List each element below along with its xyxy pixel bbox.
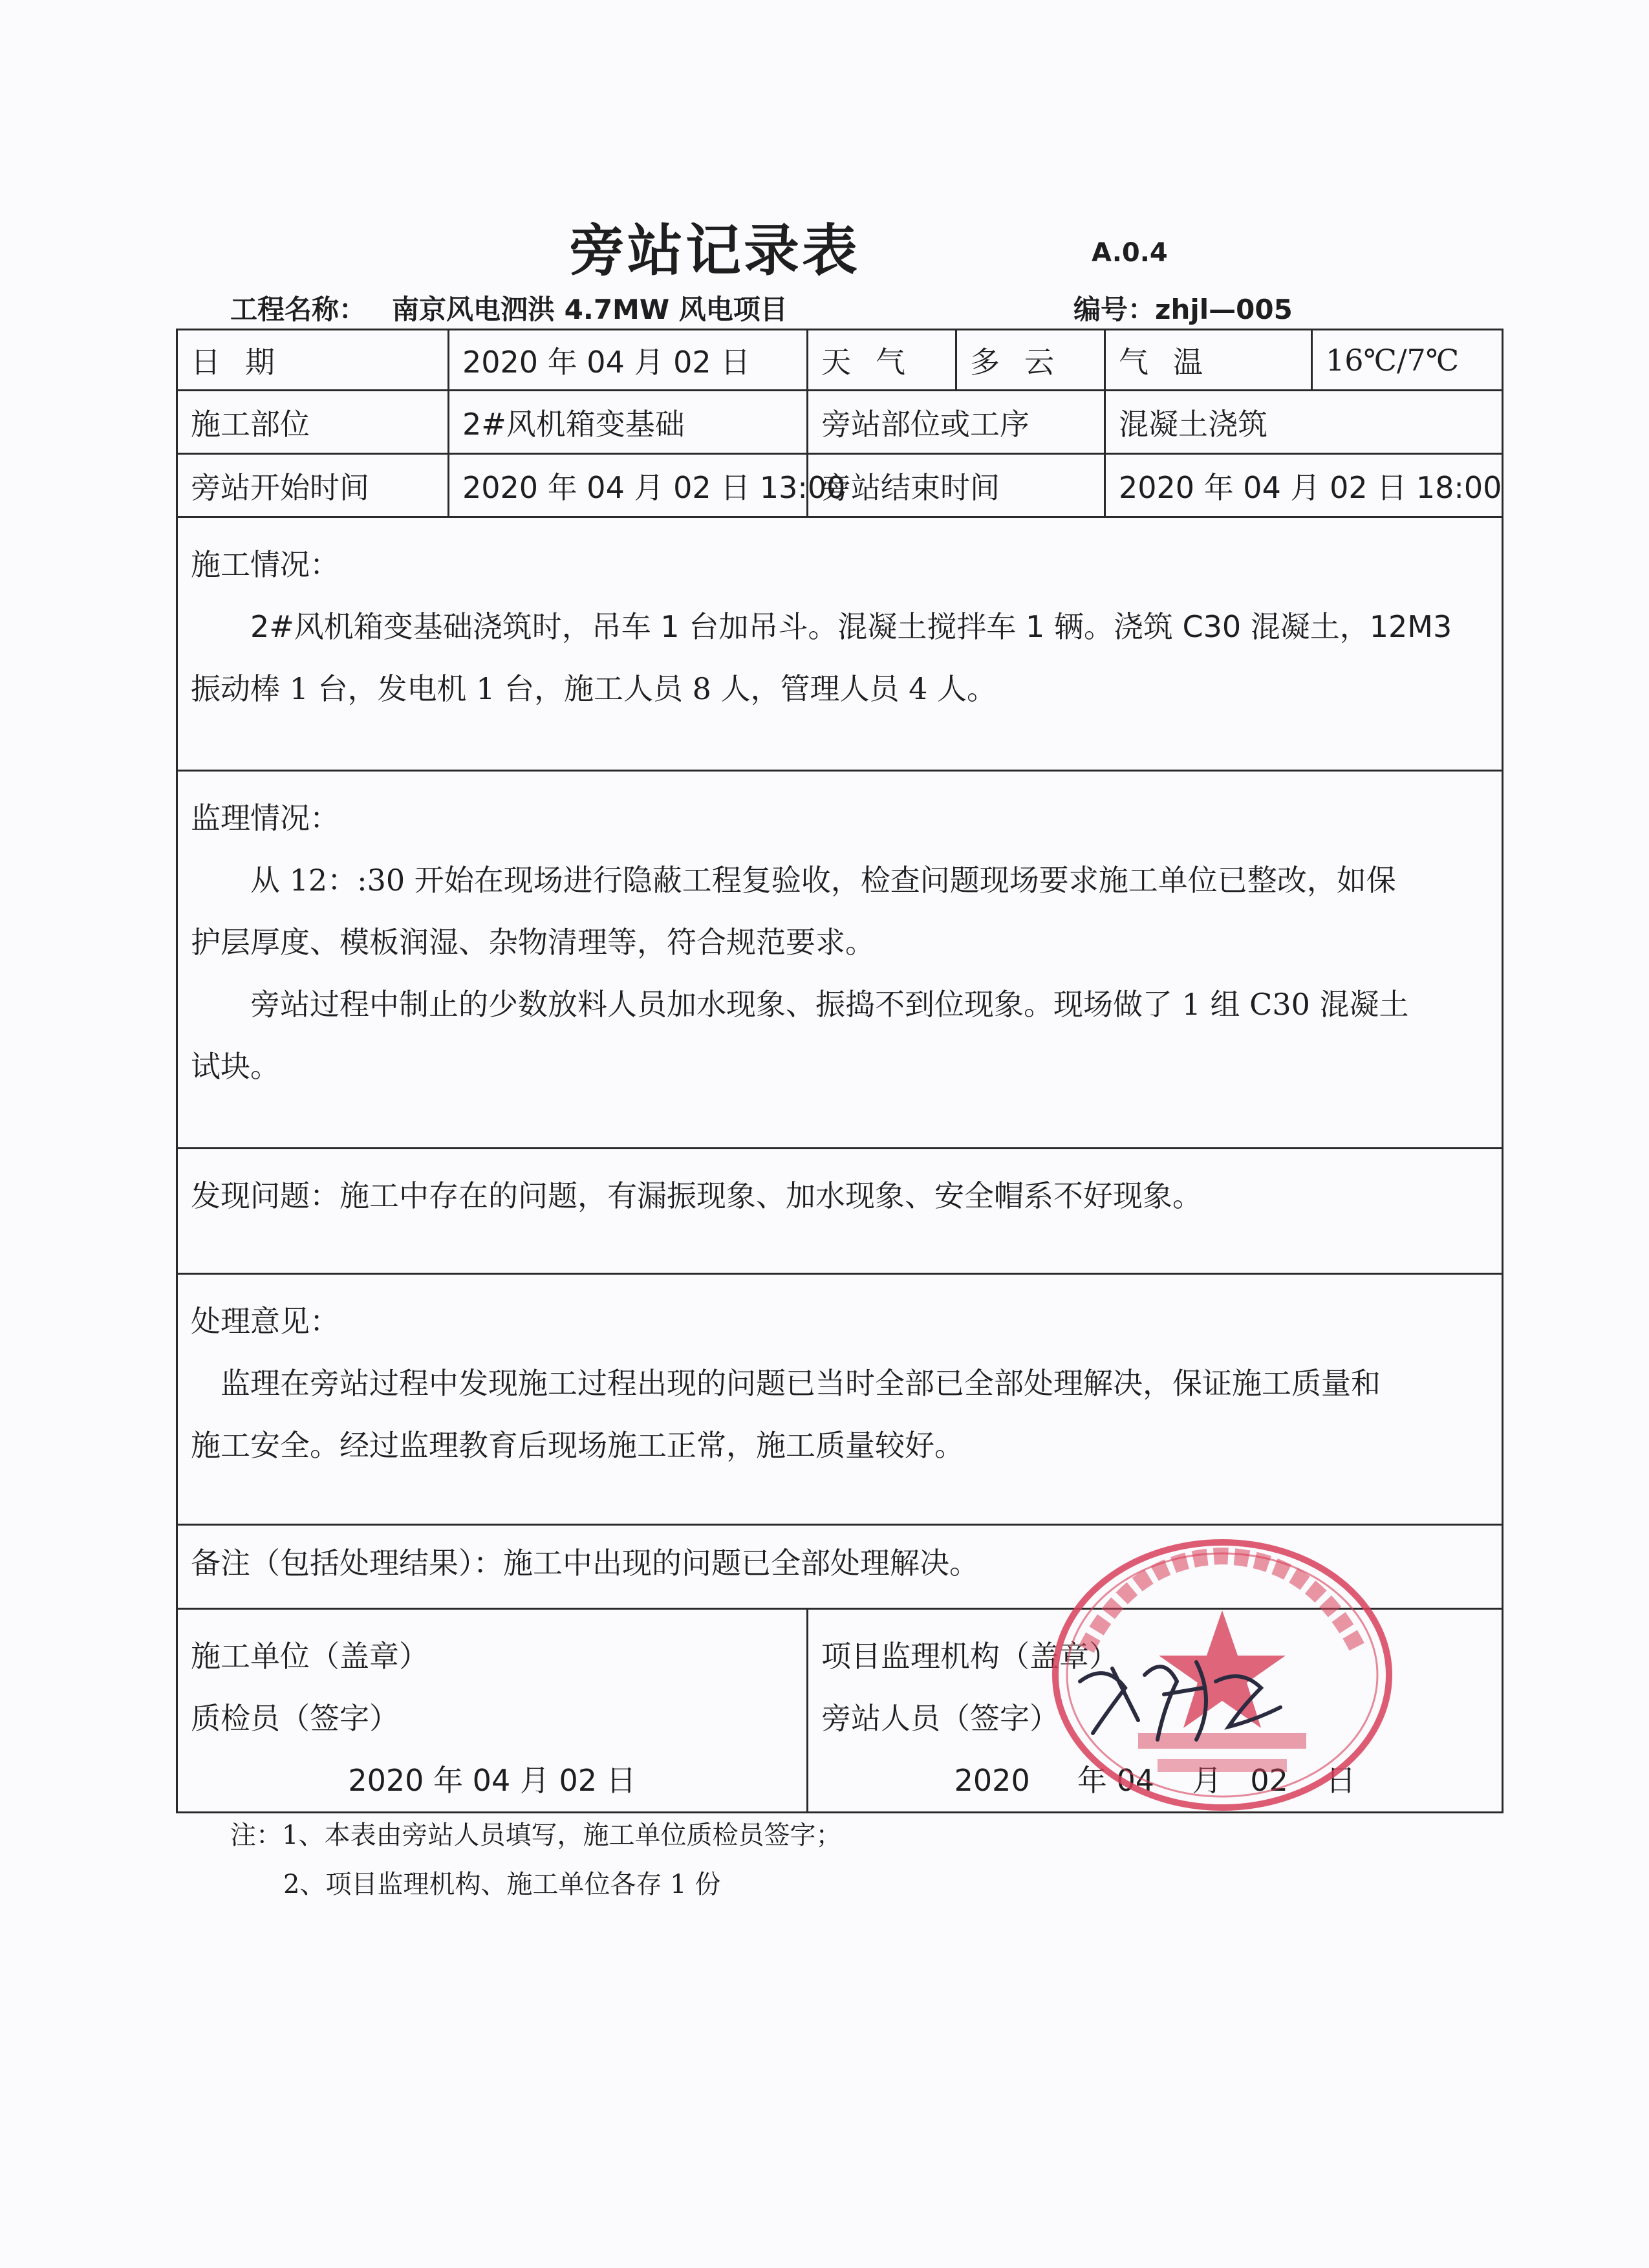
table-row [177,1274,1503,1525]
supervision-text-line: 从 12：:30 开始在现场进行隐蔽工程复验收，检查问题现场要求施工单位已整改，如保 [250,863,1396,898]
form-code: A.0.4 [1092,238,1168,268]
supervisor-date: 2020 年 04 月 02 日 [954,1763,1356,1798]
footer-notes [230,1811,841,1909]
site-value: 2#风机箱变基础 [449,391,808,454]
supervision-text-line: 试块。 [191,1049,280,1084]
inspector-label: 质检员（签字） [191,1701,399,1736]
start-time-label: 旁站开始时间 [177,454,449,517]
project-label: 工程名称： [230,294,367,325]
form-title: 旁站记录表 [569,218,860,283]
contractor-unit-label: 施工单位（盖章） [191,1639,429,1674]
number-line [1073,288,1293,327]
construction-text-line: 振动棒 1 台，发电机 1 台，施工人员 8 人，管理人员 4 人。 [191,671,997,706]
date-label: 日期 [177,330,449,391]
problems-section [177,1149,1503,1274]
start-time-value: 2020 年 04 月 02 日 13:00 [449,454,808,517]
table-row [177,1149,1503,1274]
construction-label: 施工情况： [191,547,339,582]
handling-text-line: 施工安全。经过监理教育后现场施工正常，施工质量较好。 [191,1428,964,1463]
number-value: zhjl—005 [1155,294,1293,325]
note-line: 2、项目监理机构、施工单位各存 1 份 [283,1870,721,1899]
table-row [177,517,1503,771]
construction-section [177,517,1503,771]
table-row [177,771,1503,1149]
problems-text: 施工中存在的问题，有漏振现象、加水现象、安全帽系不好现象。 [339,1178,1202,1213]
process-label: 旁站部位或工序 [808,391,1105,454]
handling-text-line: 监理在旁站过程中发现施工过程出现的问题已当时全部已全部处理解决，保证施工质量和 [221,1366,1381,1401]
construction-text-line: 2#风机箱变基础浇筑时，吊车 1 台加吊斗。混凝土搅拌车 1 辆。浇筑 C30 混凝土，12M3 [250,609,1452,644]
project-line [230,288,788,327]
table-row [177,330,1503,391]
supervisor-org-label: 项目监理机构（盖章） [821,1639,1119,1674]
handwritten-signature [1067,1643,1293,1753]
weather-label: 天气 [808,330,956,391]
supervision-text-line: 护层厚度、模板润湿、杂物清理等，符合规范要求。 [191,925,875,960]
supervision-text-line: 旁站过程中制止的少数放料人员加水现象、振捣不到位现象。现场做了 1 组 C30 混凝土 [250,987,1409,1022]
handling-label: 处理意见： [191,1304,339,1339]
site-label: 施工部位 [177,391,449,454]
temperature-value: 16℃/7℃ [1312,330,1503,391]
weather-value: 多云 [956,330,1105,391]
table-row [177,391,1503,454]
end-time-label: 旁站结束时间 [808,454,1105,517]
supervision-section [177,771,1503,1149]
problems-label: 发现问题： [191,1178,339,1213]
contractor-sign-cell [177,1609,808,1813]
contractor-date: 2020 年 04 月 02 日 [348,1763,636,1798]
note-line: 注：1、本表由旁站人员填写，施工单位质检员签字； [230,1820,842,1850]
remarks-label: 备注（包括处理结果）： [191,1546,503,1581]
end-time-value: 2020 年 04 月 02 日 18:00 [1105,454,1503,517]
remarks-text: 施工中出现的问题已全部处理解决。 [503,1546,979,1581]
temperature-label: 气温 [1105,330,1312,391]
project-name: 南京风电泗洪 4.7MW 风电项目 [392,294,788,325]
number-label: 编号： [1073,294,1156,325]
supervision-label: 监理情况： [191,801,339,836]
process-value: 混凝土浇筑 [1105,391,1503,454]
supervisor-person-label: 旁站人员（签字） [821,1701,1059,1736]
handling-section [177,1274,1503,1525]
date-value: 2020 年 04 月 02 日 [449,330,808,391]
table-row [177,454,1503,517]
